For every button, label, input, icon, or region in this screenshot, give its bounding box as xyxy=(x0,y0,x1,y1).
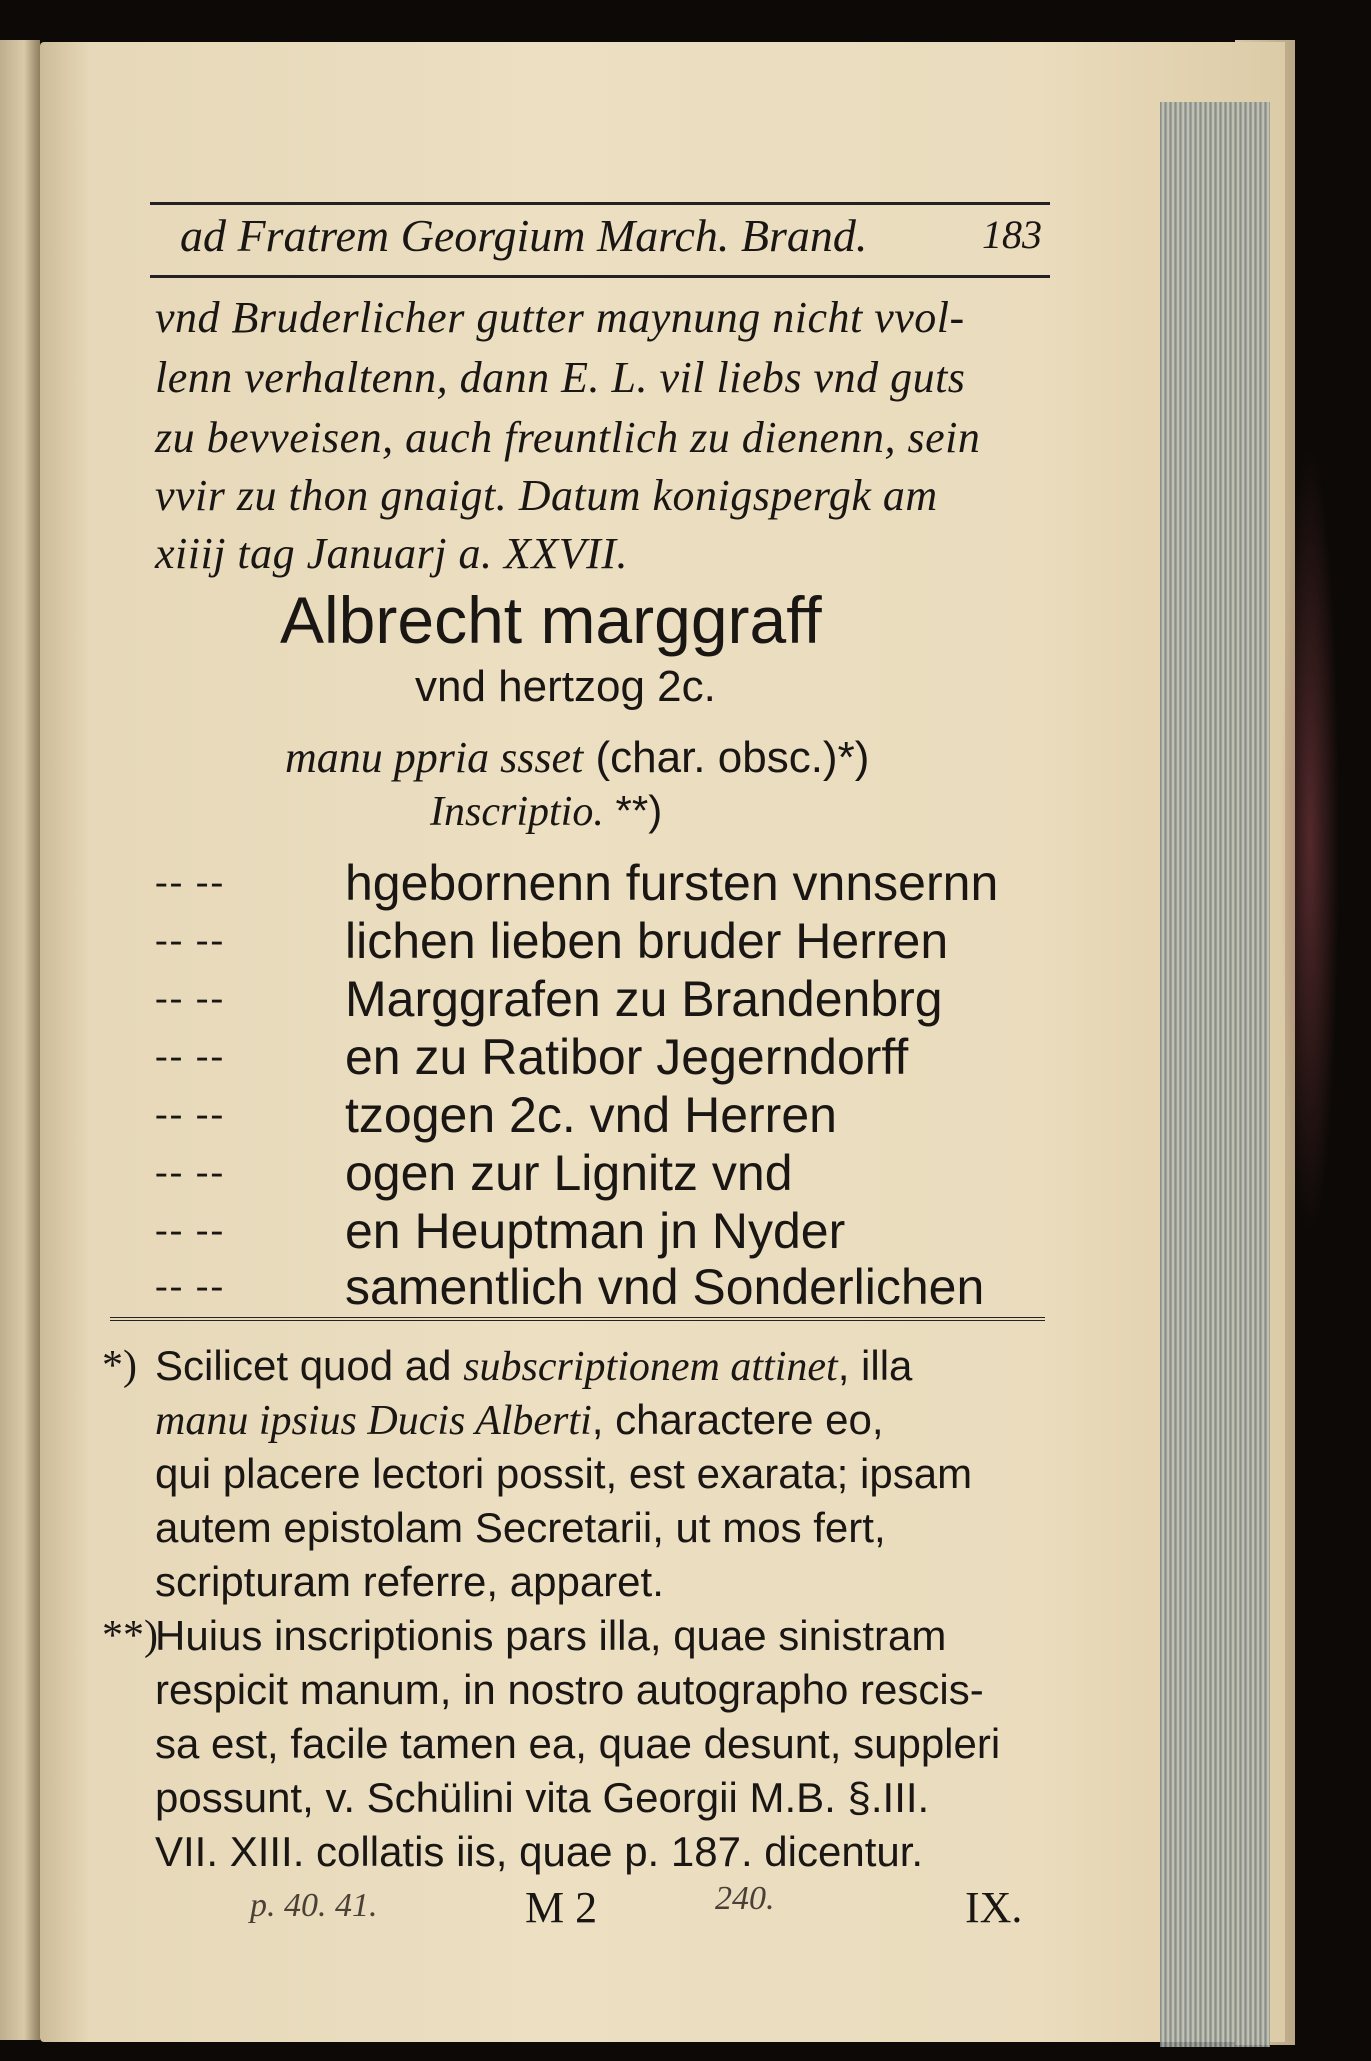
address-dashes: -- -- xyxy=(155,1093,226,1135)
footnote-italic: subscriptionem attinet xyxy=(463,1344,838,1390)
page-number: 183 xyxy=(982,212,1042,257)
footnote-line: sa est, facile tamen ea, quae desunt, suppleri xyxy=(155,1720,1001,1767)
footnote-line: scripturam referre, apparet. xyxy=(155,1558,664,1605)
footnote-line: Huius inscriptionis pars illa, quae sinistram xyxy=(155,1612,947,1659)
footnote-text: , charactere eo, xyxy=(591,1396,884,1443)
footnote-text: Scilicet quod ad xyxy=(155,1342,464,1389)
footnote-line xyxy=(155,1396,1055,1445)
footnote-1-mark: *) xyxy=(102,1343,137,1389)
footnote-line: respicit manum, in nostro autographo rescis- xyxy=(155,1666,984,1713)
address-line xyxy=(155,971,1055,1034)
address-line xyxy=(155,1259,1055,1322)
letter-line: vnd Bruderlicher gutter maynung nicht vvol- xyxy=(155,293,965,342)
manu-note: (char. obsc.)*) xyxy=(595,733,870,782)
letter-line: xiiij tag Januarj a. XXVII. xyxy=(155,529,628,578)
manu-propria: manu ppria ssset xyxy=(285,733,584,782)
address-dashes: -- -- xyxy=(155,1035,226,1077)
manu-propria-line xyxy=(285,732,869,783)
facing-page-edge xyxy=(0,40,40,2040)
address-dashes: -- -- xyxy=(155,1265,226,1307)
address-text: en Heuptman jn Nyder xyxy=(345,1203,846,1259)
handwritten-note-left: p. 40. 41. xyxy=(250,1887,378,1924)
page-stain xyxy=(1280,442,1340,1242)
footnote-2-mark: **) xyxy=(102,1613,158,1659)
signature-name: Albrecht marggraff xyxy=(280,583,822,657)
address-line xyxy=(155,913,1055,976)
inscriptio-line xyxy=(430,787,662,836)
letter-line: vvir zu thon gnaigt. Datum konigspergk am xyxy=(155,471,938,520)
address-dashes: -- -- xyxy=(155,1151,226,1193)
header-title: ad Fratrem Georgium March. Brand. xyxy=(180,210,868,261)
footnote-rule xyxy=(110,1317,1045,1321)
footnote-line: VII. XIII. collatis iis, quae p. 187. dicentur. xyxy=(155,1828,924,1875)
address-text: tzogen 2c. vnd Herren xyxy=(345,1087,837,1143)
footnote-line xyxy=(155,1342,1055,1391)
inscriptio-mark: **) xyxy=(615,787,663,834)
address-dashes: -- -- xyxy=(155,1209,226,1251)
address-text: lichen lieben bruder Herren xyxy=(345,913,949,969)
footnote-line: qui placere lectori possit, est exarata; ipsam xyxy=(155,1450,973,1497)
address-line xyxy=(155,1087,1055,1150)
address-dashes: -- -- xyxy=(155,977,226,1019)
signature-title: vnd hertzog 2c. xyxy=(415,662,716,711)
address-text: en zu Ratibor Jegerndorff xyxy=(345,1029,909,1085)
catchword: IX. xyxy=(965,1883,1023,1932)
letter-line: lenn verhaltenn, dann E. L. vil liebs vnd guts xyxy=(155,353,966,402)
address-text: ogen zur Lignitz vnd xyxy=(345,1145,793,1201)
address-text: hgebornenn fursten vnnsernn xyxy=(345,855,999,911)
letter-line: zu bevveisen, auch freuntlich zu dienenn, sein xyxy=(155,413,981,462)
page-stack xyxy=(1160,102,1270,2047)
inscriptio-label: Inscriptio. xyxy=(430,789,604,835)
running-header xyxy=(150,202,1050,278)
address-text: Marggrafen zu Brandenbrg xyxy=(345,971,943,1027)
address-line xyxy=(155,1145,1055,1208)
footnote-line: autem epistolam Secretarii, ut mos fert, xyxy=(155,1504,886,1551)
footnote-italic: manu ipsius Ducis Alberti xyxy=(155,1398,592,1444)
address-line xyxy=(155,855,1055,918)
signature-mark: M 2 xyxy=(525,1883,598,1932)
address-dashes: -- -- xyxy=(155,919,226,961)
address-dashes: -- -- xyxy=(155,861,226,903)
handwritten-note-right: 240. xyxy=(715,1880,775,1917)
address-line xyxy=(155,1029,1055,1092)
footnote-line: possunt, v. Schülini vita Georgii M.B. §.III. xyxy=(155,1774,930,1821)
book-page xyxy=(40,42,1285,2042)
address-text: samentlich vnd Sonderlichen xyxy=(345,1259,985,1315)
footnote-text: , illa xyxy=(837,1342,913,1389)
